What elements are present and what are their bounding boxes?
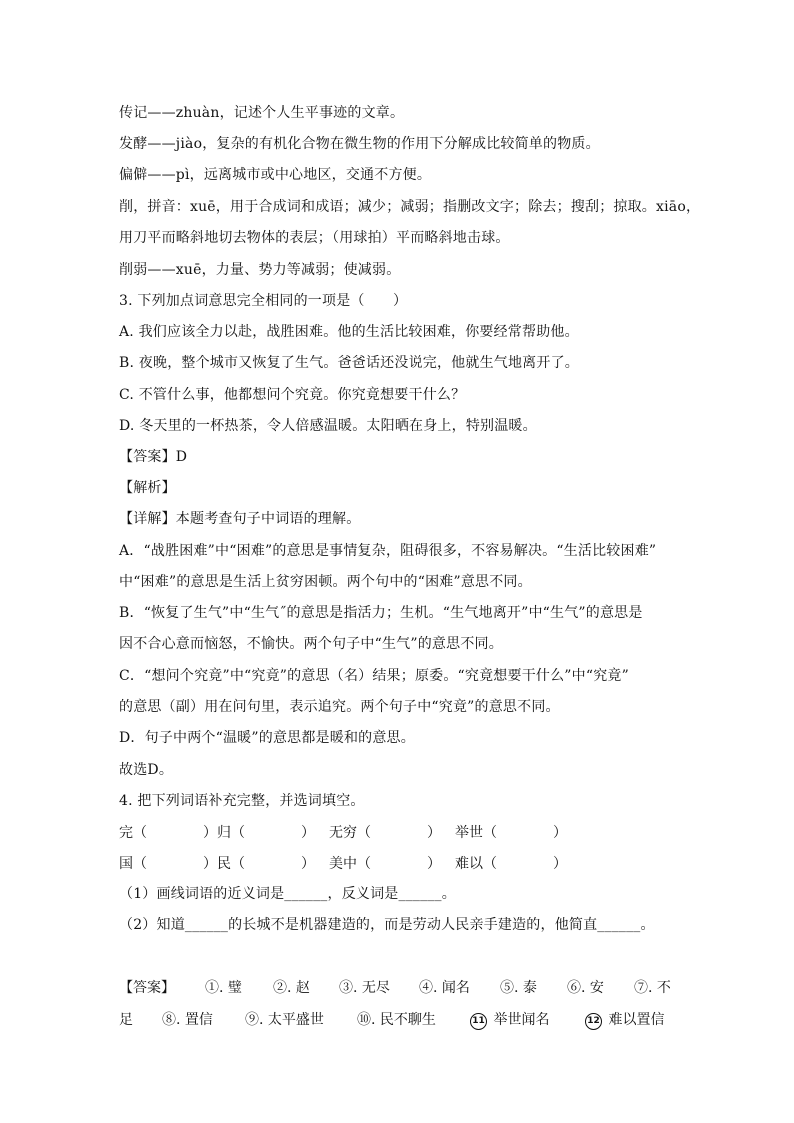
text-line: 传记——zhuàn，记述个人生平事迹的文章。 bbox=[119, 105, 405, 121]
question-4-stem: 4. 把下列词语补充完整，并选词填空。 bbox=[119, 793, 365, 809]
text-line: 发酵——jiào，复杂的有机化合物在微生物的作用下分解成比较简单的物质。 bbox=[119, 136, 600, 152]
explanation-line: B．“恢复了生气”中“生气˝的意思是指活力；生机。“生气地离开”中“生气”的意思是 bbox=[119, 605, 643, 621]
fill-cell: 无穷（ ） bbox=[329, 825, 441, 841]
answer-item: ⑩. 民不聊生 bbox=[357, 1012, 436, 1028]
answer-item: 12 难以置信 bbox=[585, 1009, 664, 1030]
circled-number-icon: 12 bbox=[585, 1013, 602, 1030]
circled-number-icon: 11 bbox=[470, 1013, 487, 1030]
answer-item: ⑥. 安 bbox=[567, 980, 604, 996]
answer-item: ③. 无尽 bbox=[339, 980, 390, 996]
answer-label: 【答案】D bbox=[119, 449, 188, 465]
text-line: 用刀平而略斜地切去物体的表层；（用球拍）平而略斜地击球。 bbox=[119, 230, 510, 246]
explanation-line: 因不合心意而恼怒，不愉快。两个句子中“生气”的意思不同。 bbox=[119, 636, 503, 652]
explanation-line: A．“战胜困难”中“困难”的意思是事情复杂，阻碍很多，不容易解决。“生活比较困难” bbox=[119, 543, 657, 559]
fill-cell: 举世（ ） bbox=[455, 825, 567, 841]
explanation-line: C．“想问个究竟”中“究竟”的意思（名）结果；原委。“究竟想要干什么”中“究竟” bbox=[119, 668, 629, 684]
text-line: 偏僻——pì，远离城市或中心地区，交通不方便。 bbox=[119, 167, 432, 183]
fill-cell: 难以（ ） bbox=[455, 856, 567, 872]
option-a: A. 我们应该全力以赴，战胜困难。他的生活比较困难，你要经常帮助他。 bbox=[119, 324, 579, 340]
answer-item: ⑧. 置信 bbox=[162, 1012, 213, 1028]
text-line: 削弱——xuē，力量、势力等减弱；使减弱。 bbox=[119, 262, 401, 278]
answer-item: ①. 璧 bbox=[205, 980, 242, 996]
answer-item: ⑦. 不 bbox=[634, 980, 671, 996]
fill-row-2 bbox=[119, 853, 679, 873]
explanation-line: 的意思（副）用在问句里，表示追究。两个句子中“究竟”的意思不同。 bbox=[119, 699, 560, 715]
answer-4-label: 【答案】 bbox=[119, 980, 175, 996]
option-b: B. 夜晚，整个城市又恢复了生气。爸爸话还没说完，他就生气地离开了。 bbox=[119, 355, 579, 371]
explanation-line: 中“困难”的意思是生活上贫穷困顿。两个句中的“困难”意思不同。 bbox=[119, 574, 532, 590]
analysis-label: 【解析】 bbox=[119, 480, 176, 496]
answer-item: ⑤. 泰 bbox=[500, 980, 537, 996]
option-c: C. 不管什么事，他都想问个究竟。你究竟想要干什么？ bbox=[119, 387, 466, 403]
subquestion-2: （2）知道______的长城不是机器建造的，而是劳动人民亲手建造的，他简直______。 bbox=[119, 917, 655, 933]
answer-item: ④. 闻名 bbox=[419, 980, 470, 996]
question-3-stem: 3. 下列加点词意思完全相同的一项是（ ） bbox=[119, 293, 408, 309]
text-line: 削，拼音：xuē，用于合成词和成语；减少；减弱；指删改文字；除去；搜刮；掠取。xiāo， bbox=[119, 199, 701, 215]
fill-row-1 bbox=[119, 822, 679, 842]
subquestion-1: （1）画线词语的近义词是______，反义词是______。 bbox=[119, 886, 456, 902]
explanation-line: D．句子中两个“温暖”的意思都是暖和的意思。 bbox=[119, 730, 415, 746]
answer-item: ②. 赵 bbox=[273, 980, 310, 996]
fill-cell: 美中（ ） bbox=[329, 856, 441, 872]
answer-item: ⑨. 太平盛世 bbox=[245, 1012, 324, 1028]
conclusion-line: 故选D。 bbox=[119, 762, 174, 778]
answer-item: 11 举世闻名 bbox=[470, 1009, 549, 1030]
fill-cell: 国（ ）民（ ） bbox=[119, 856, 315, 872]
detail-label: 【详解】本题考查句子中词语的理解。 bbox=[119, 511, 361, 527]
fill-cell: 完（ ）归（ ） bbox=[119, 825, 315, 841]
answer-item: 足 bbox=[119, 1012, 133, 1028]
option-d: D. 冬天里的一杯热茶，令人倍感温暖。太阳晒在身上，特别温暖。 bbox=[119, 418, 537, 434]
